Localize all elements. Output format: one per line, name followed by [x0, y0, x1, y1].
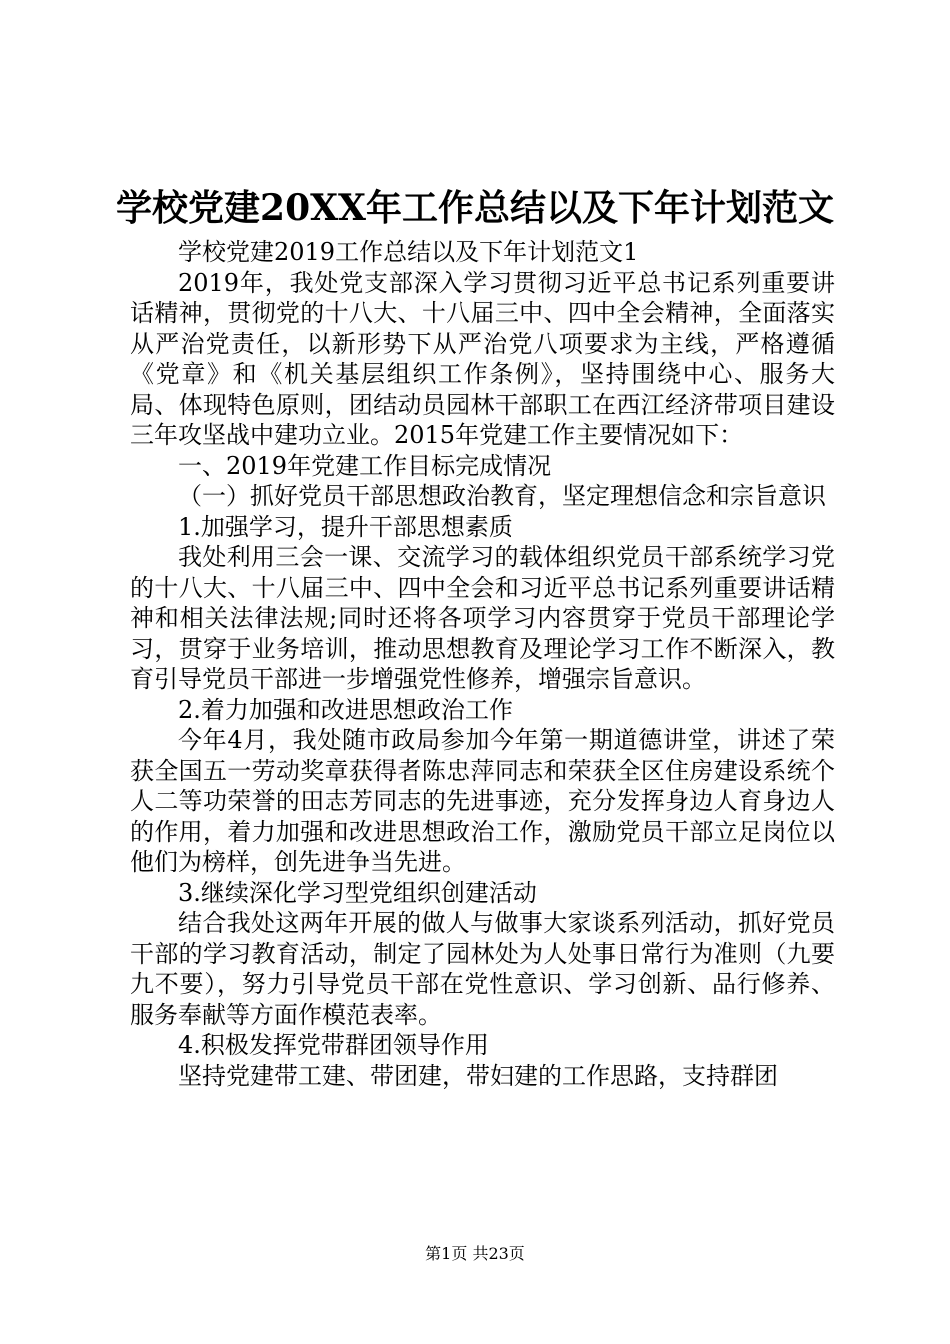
- document-body: [130, 237, 835, 1091]
- paragraph: 2019年，我处党支部深入学习贯彻习近平总书记系列重要讲话精神，贯彻党的十八大、十八届三中、四中全会精神，全面落实从严治党责任，以新形势下从严治党八项要求为主线，严格遵循《党章》和《机关基层组织工作条例》，坚持围绕中心、服务大局、体现特色原则，团结动员园林干部职工在西江经济带项目建设三年攻坚战中建功立业。2015年党建工作主要情况如下：: [130, 268, 835, 449]
- item-heading: 2.着力加强和改进思想政治工作: [178, 695, 513, 724]
- paragraph: 今年4月，我处随市政局参加今年第一期道德讲堂，讲述了荣获全国五一劳动奖章获得者陈忠萍同志和荣获全区住房建设系统个人二等功荣誉的田志芳同志的先进事迹，充分发挥身边人育身边人的作用，着力加强和改进思想政治工作，激励党员干部立足岗位以他们为榜样，创先进争当先进。: [130, 726, 835, 876]
- paragraph: 坚持党建带工建、带团建，带妇建的工作思路，支持群团: [178, 1061, 778, 1090]
- paragraph: 学校党建2019工作总结以及下年计划范文1: [178, 238, 639, 266]
- item-heading: 4.积极发挥党带群团领导作用: [178, 1031, 489, 1059]
- document-title: 学校党建20XX年工作总结以及下年计划范文: [116, 187, 834, 229]
- item-heading: 1.加强学习，提升干部思想素质: [178, 512, 513, 541]
- page-footer: 第1页 共23页: [425, 1244, 525, 1263]
- paragraph: 结合我处这两年开展的做人与做事大家谈系列活动，抓好党员干部的学习教育活动，制定了园林处为人处事日常行为准则（九要九不要），努力引导党员干部在党性意识、学习创新、品行修养、服务奉献等方面作模范表率。: [130, 909, 835, 1029]
- item-heading: 3.继续深化学习型党组织创建活动: [178, 878, 537, 907]
- paragraph: 我处利用三会一课、交流学习的载体组织党员干部系统学习党的十八大、十八届三中、四中全会和习近平总书记系列重要讲话精神和相关法律法规;同时还将各项学习内容贯穿于党员干部理论学习，贯穿于业务培训，推动思想教育及理论学习工作不断深入，教育引导党员干部进一步增强党性修养，增强宗旨意识。: [130, 543, 835, 693]
- section-heading: 一、2019年党建工作目标完成情况: [178, 451, 552, 480]
- subsection-heading: （一）抓好党员干部思想政治教育，坚定理想信念和宗旨意识: [178, 482, 826, 510]
